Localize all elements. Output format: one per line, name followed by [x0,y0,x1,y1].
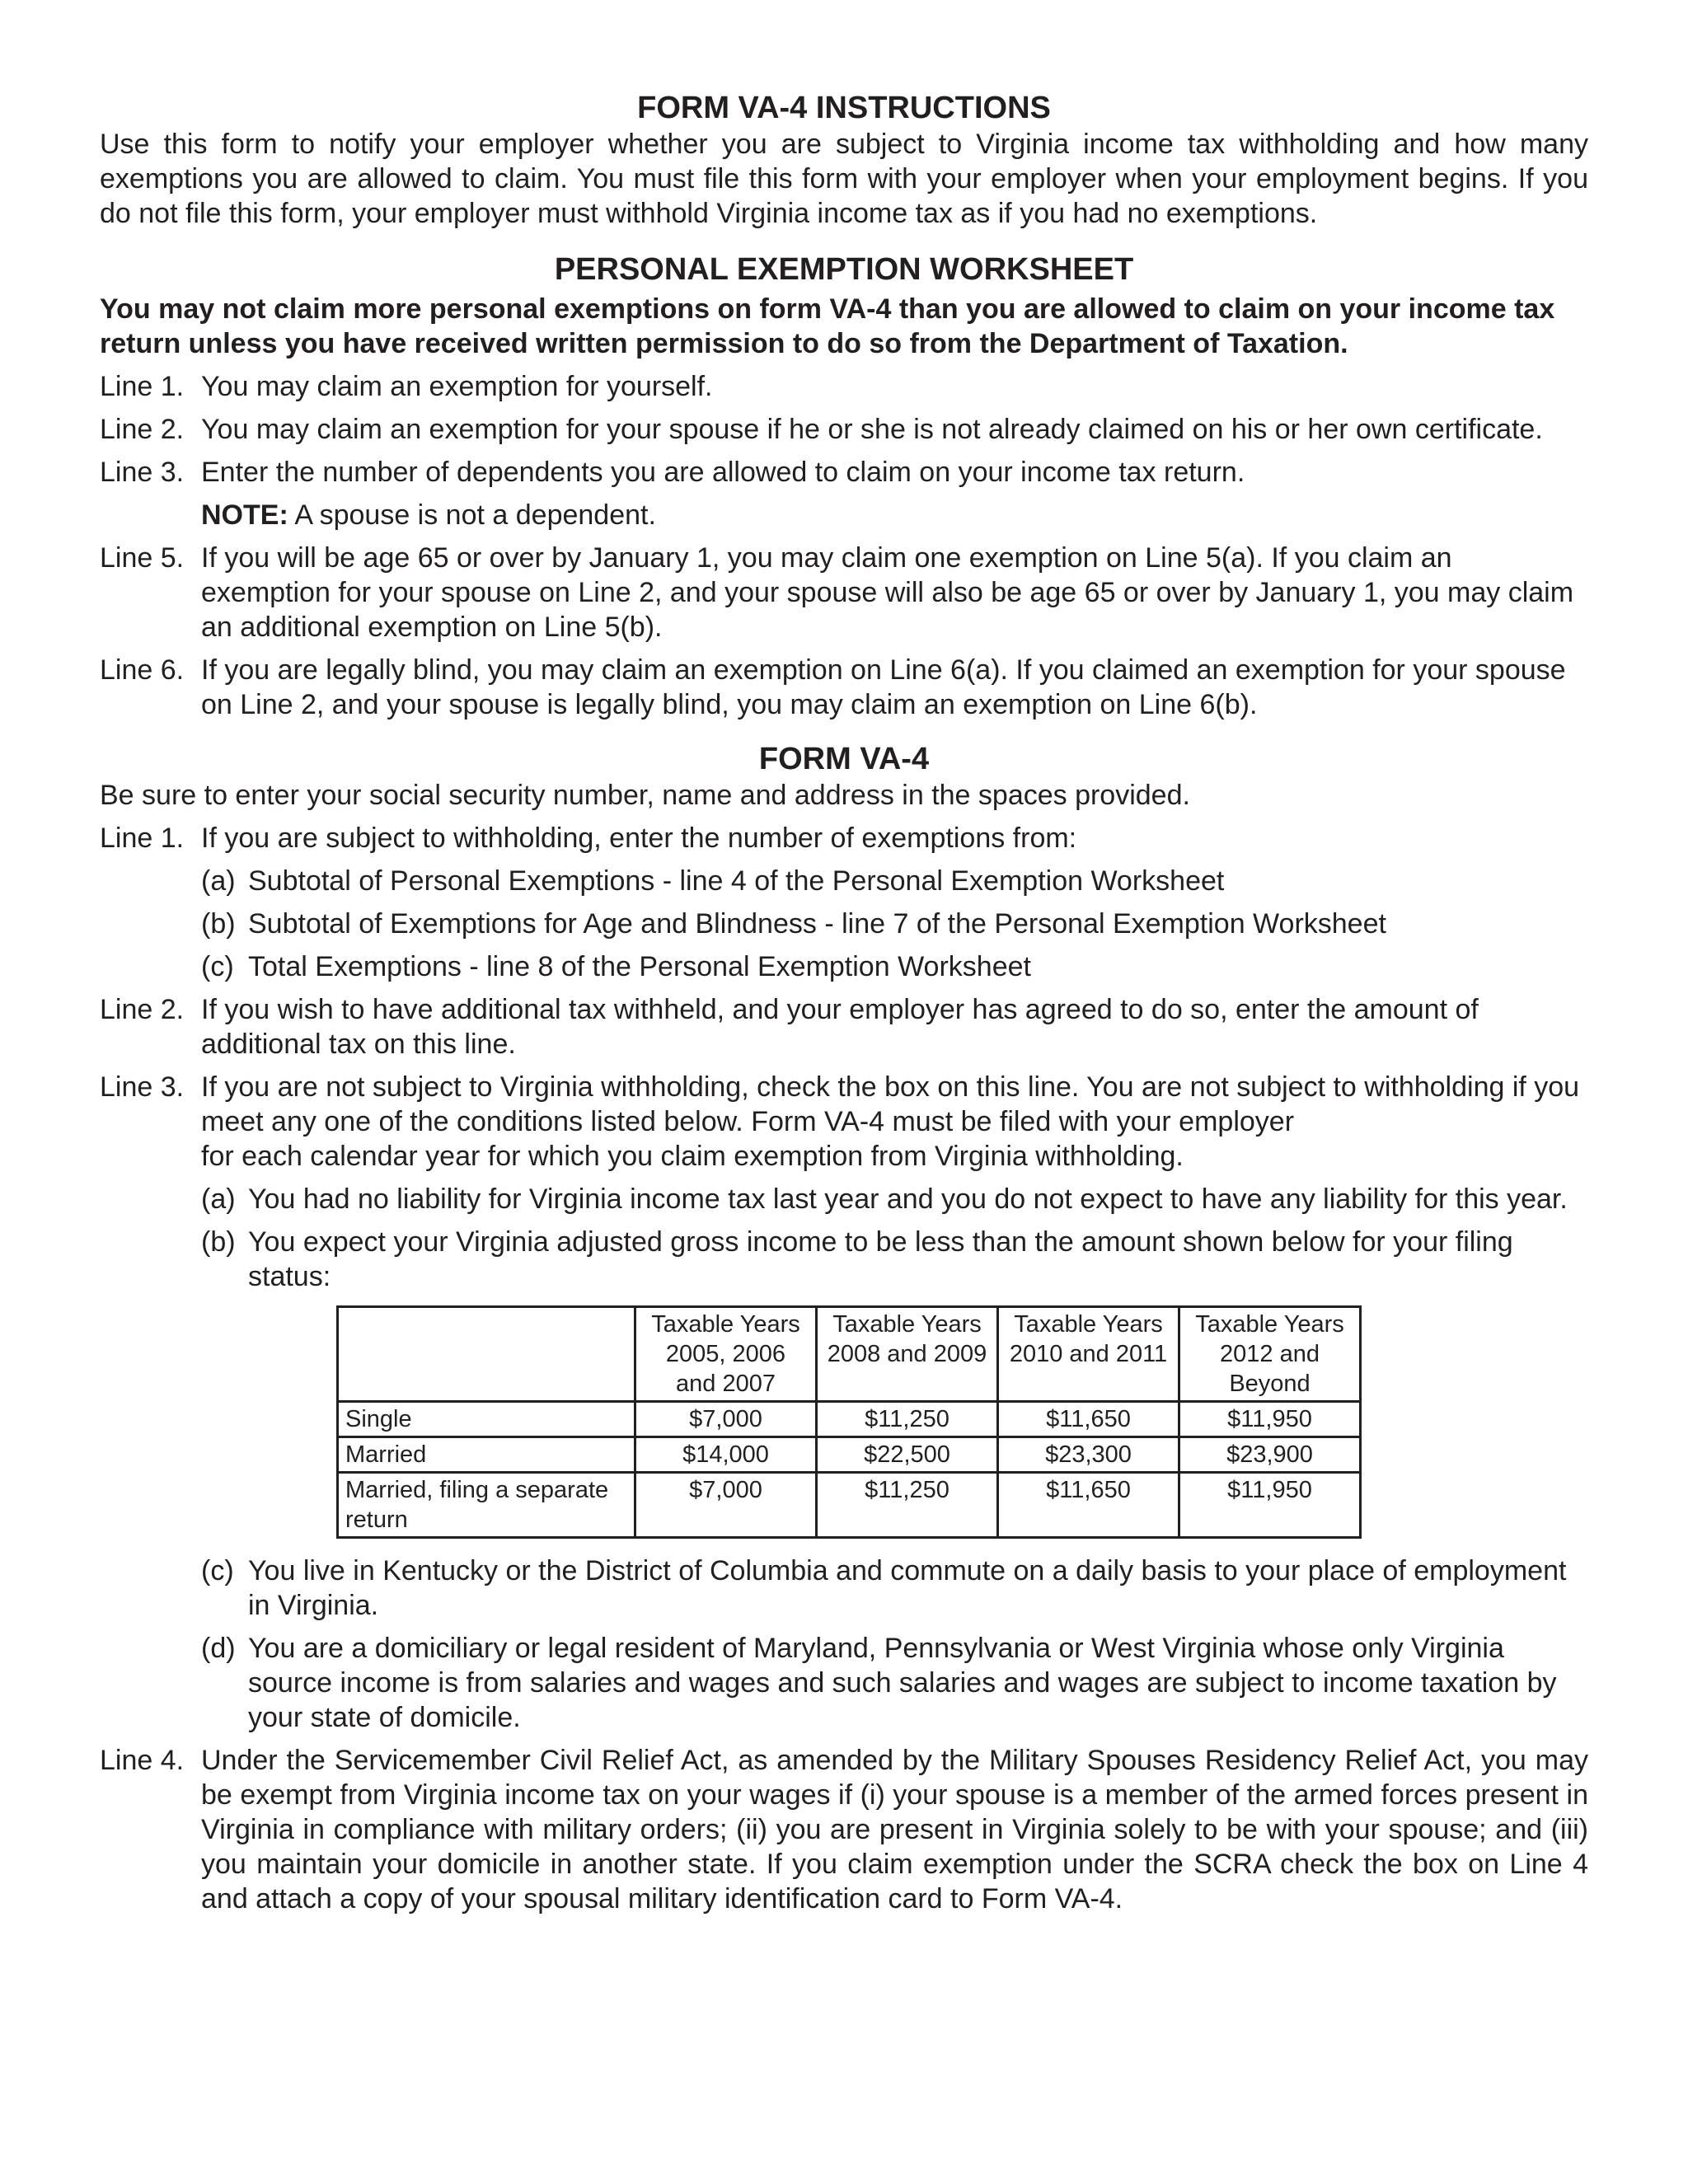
filing-status-cell: Married, filing a separate return [338,1473,635,1538]
form-line-1-item-b [201,907,1588,941]
form-line-4 [100,1743,1588,1916]
line-label: Line 2. [100,994,185,1025]
form-line-1-item-c [201,949,1588,984]
worksheet-note [201,498,1588,532]
worksheet-heading: PERSONAL EXEMPTION WORKSHEET [554,252,1134,287]
page-title: FORM VA-4 INSTRUCTIONS [637,91,1051,125]
item-label: (a) [201,865,236,897]
table-header-cell [338,1307,635,1402]
item-text: You had no liability for Virginia income tax last year and you do not expect to have any liability for this year. [248,1183,1568,1215]
item-label: (c) [201,1555,234,1586]
filing-status-cell: Married [338,1437,635,1473]
form-line-3-item-b [201,1225,1588,1294]
line-text: Under the Servicemember Civil Relief Act, as amended by the Military Spouses Residency Relief Act, you may be exempt from Virginia income tax on your wages if (i) your spouse is a member of the armed forces present in Virginia in compliance with military orders; (ii) you are present in Virginia solely to be with your spouse; and (iii) you maintain your domicile in another state. If you claim exemption under the SCRA check the box on Line 4 and attach a copy of your spousal military identification card to Form VA-4. [201,1745,1588,1915]
item-label: (a) [201,1183,236,1215]
income-threshold-table [336,1305,1362,1539]
instructions-content [100,89,1588,1916]
table-cell: $23,300 [998,1437,1179,1473]
table-cell: $7,000 [635,1473,817,1538]
table-cell: $11,250 [817,1473,998,1538]
line-text: If you wish to have additional tax withheld, and your employer has agreed to do so, enter the amount of additional tax on this line. [201,994,1479,1060]
line-text: If you are legally blind, you may claim an exemption on Line 6(a). If you claimed an exemption for your spouse on Line 2, and your spouse is legally blind, you may claim an exemption on Line 6(b). [201,654,1566,720]
line-3-text-part-1: If you are not subject to Virginia withholding, check the box on this line. You are not subject to withholding if you meet any one of the conditions listed below. Form VA-4 must be filed with your employer [201,1071,1580,1137]
worksheet-line-6 [100,653,1588,722]
item-text: You live in Kentucky or the District of Columbia and commute on a daily basis to your place of employment in Virginia. [248,1555,1567,1621]
item-label: (b) [201,1226,236,1258]
item-label: (d) [201,1633,236,1664]
form-intro: Be sure to enter your social security number, name and address in the spaces provided. [100,780,1190,811]
table-cell: $11,650 [998,1402,1179,1437]
intro-paragraph: Use this form to notify your employer whether you are subject to Virginia income tax withholding and how many exemptions you are allowed to claim. You must file this form with your employer when your employment begins. If you do not file this form, your employer must withhold Virginia income tax as if you had no exemptions. [100,129,1588,229]
item-text: Subtotal of Personal Exemptions - line 4 of the Personal Exemption Worksheet [248,865,1225,897]
line-text: You may claim an exemption for your spouse if he or she is not already claimed on his or her own certificate. [201,414,1543,445]
table-header-cell: Taxable Years 2008 and 2009 [817,1307,998,1402]
table-row [338,1473,1361,1538]
item-label: (c) [201,951,234,982]
worksheet-line-3 [100,455,1588,490]
form-line-3-item-a [201,1182,1588,1216]
worksheet-line-5 [100,541,1588,644]
table-cell: $23,900 [1179,1437,1361,1473]
line-text: If you are subject to withholding, enter the number of exemptions from: [201,823,1077,854]
table-cell: $11,250 [817,1402,998,1437]
table-cell: $22,500 [817,1437,998,1473]
item-text: You are a domiciliary or legal resident of Maryland, Pennsylvania or West Virginia whose only Virginia source income is from salaries and wages and such salaries and wages are subject to income taxation by your state of domicile. [248,1633,1557,1733]
line-label: Line 5. [100,542,185,574]
table-cell: $7,000 [635,1402,817,1437]
form-line-3 [100,1070,1588,1174]
line-label: Line 1. [100,823,185,854]
line-text: Enter the number of dependents you are allowed to claim on your income tax return. [201,457,1245,488]
item-text: Total Exemptions - line 8 of the Personal Exemption Worksheet [248,951,1031,982]
line-label: Line 2. [100,414,185,445]
form-line-1-item-a [201,864,1588,898]
line-label: Line 3. [100,457,185,488]
form-line-1 [100,821,1588,855]
item-text: You expect your Virginia adjusted gross income to be less than the amount shown below for your filing status: [248,1226,1513,1292]
line-label: Line 6. [100,654,185,686]
item-text: Subtotal of Exemptions for Age and Blindness - line 7 of the Personal Exemption Worksheet [248,908,1386,940]
filing-status-cell: Single [338,1402,635,1437]
note-label: NOTE: [201,499,288,531]
line-text: If you will be age 65 or over by January 1, you may claim one exemption on Line 5(a). If you claim an exemption for your spouse on Line 2, and your spouse will also be age 65 or over by January 1, you may claim an additional exemption on Line 5(b). [201,542,1574,643]
table-header-cell: Taxable Years 2005, 2006 and 2007 [635,1307,817,1402]
worksheet-line-1 [100,369,1588,404]
note-text: A spouse is not a dependent. [288,499,656,531]
table-header-cell: Taxable Years 2012 and Beyond [1179,1307,1361,1402]
form-heading: FORM VA-4 [758,742,930,776]
form-line-3-item-c [201,1554,1588,1623]
line-label: Line 3. [100,1071,185,1103]
line-text: You may claim an exemption for yourself. [201,371,713,402]
worksheet-line-2 [100,412,1588,447]
table-cell: $11,950 [1179,1473,1361,1538]
form-line-3-item-d [201,1631,1588,1735]
table-cell: $14,000 [635,1437,817,1473]
line-3-text-part-2: for each calendar year for which you claim exemption from Virginia withholding. [201,1141,1184,1172]
form-line-2 [100,992,1588,1062]
worksheet-warning: You may not claim more personal exemptions on form VA-4 than you are allowed to claim on your income tax return unless you have received written permission to do so from the Department of Taxation. [100,293,1555,359]
line-label: Line 4. [100,1745,185,1776]
table-row [338,1437,1361,1473]
table-row [338,1402,1361,1437]
table-header-row [338,1307,1361,1402]
line-text [201,1070,1588,1174]
table-cell: $11,650 [998,1473,1179,1538]
table-cell: $11,950 [1179,1402,1361,1437]
table-header-cell: Taxable Years 2010 and 2011 [998,1307,1179,1402]
line-label: Line 1. [100,371,185,402]
item-label: (b) [201,908,236,940]
